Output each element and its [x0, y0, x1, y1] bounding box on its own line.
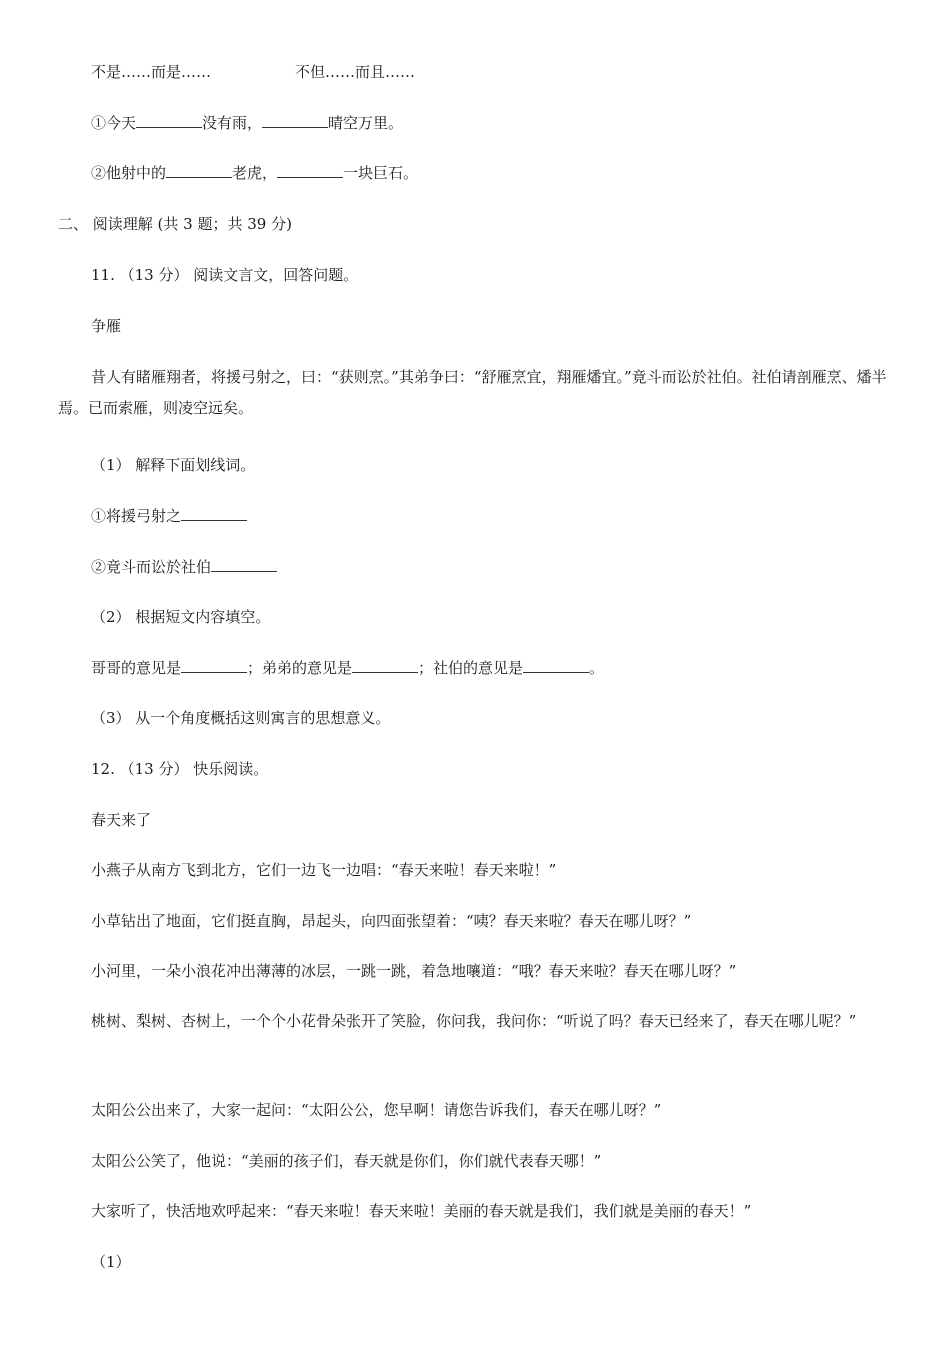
connector-b: 不但……而且……: [295, 63, 416, 81]
sub1-item-b-text: ②竟斗而讼於社伯: [91, 558, 212, 576]
sub2-fill-a: 哥哥的意见是: [91, 659, 182, 677]
fill1-pre: ①今天: [91, 114, 137, 132]
spring-paragraph-3: 小河里，一朵小浪花冲出薄薄的冰层，一跳一跳，着急地嚷道：“哦？春天来啦？春天在哪儿呀？”: [91, 962, 737, 980]
sub1-item-a-text: ①将援弓射之: [91, 507, 182, 525]
q11-sub2-fill: [91, 658, 604, 678]
q12-sub1-prompt: （1）: [91, 1253, 131, 1271]
answer-blank[interactable]: [523, 660, 589, 673]
answer-blank[interactable]: [136, 115, 202, 128]
answer-blank[interactable]: [166, 165, 232, 178]
q11-sub1-item-b: [91, 557, 277, 577]
spring-paragraph-7: 大家听了，快活地欢呼起来：“春天来啦！春天来啦！美丽的春天就是我们，我们就是美丽的春天！”: [91, 1202, 752, 1220]
spring-paragraph-2: 小草钻出了地面，它们挺直胸，昂起头，向四面张望着：“咦？春天来啦？春天在哪儿呀？”: [91, 912, 692, 930]
sub2-fill-d: 。: [589, 659, 605, 677]
question-12-header: 12. （13 分） 快乐阅读。: [91, 760, 269, 778]
answer-blank[interactable]: [277, 165, 343, 178]
passage-zhengyan: 昔人有睹雁翔者，将援弓射之，曰：“获则烹。”其弟争曰：“舒雁烹宜，翔雁燔宜。”竟斗而讼於社伯。社伯请剖雁烹、燔半焉。已而索雁，则凌空远矣。: [58, 368, 887, 417]
q11-sub1-item-a: [91, 506, 247, 526]
passage-title-spring: 春天来了: [91, 811, 152, 829]
answer-blank[interactable]: [262, 115, 328, 128]
spring-paragraph-6: 太阳公公笑了，他说：“美丽的孩子们，春天就是你们，你们就代表春天哪！”: [91, 1152, 602, 1170]
connector-a: 不是……而是……: [91, 63, 212, 81]
answer-blank[interactable]: [352, 660, 418, 673]
q11-sub2-prompt: （2） 根据短文内容填空。: [91, 608, 271, 626]
q11-sub1-prompt: （1） 解释下面划线词。: [91, 456, 256, 474]
fill1-mid: 没有雨，: [202, 114, 263, 132]
passage-title-zhengyan: 争雁: [91, 317, 122, 335]
q11-sub3-prompt: （3） 从一个角度概括这则寓言的思想意义。: [91, 709, 391, 727]
fill2-post: 一块巨石。: [343, 164, 419, 182]
spring-paragraph-1: 小燕子从南方飞到北方，它们一边飞一边唱：“春天来啦！春天来啦！”: [91, 861, 557, 879]
section-2-header: 二、 阅读理解 (共 3 题；共 39 分): [58, 215, 292, 233]
spring-paragraph-4: 桃树、梨树、杏树上，一个个小花骨朵张开了笑脸，你问我，我问你：“听说了吗？春天已经来了，春天在哪儿呢？”: [91, 1012, 857, 1030]
question-11-header: 11. （13 分） 阅读文言文，回答问题。: [91, 266, 359, 284]
sub2-fill-b: ；弟弟的意见是: [247, 659, 353, 677]
answer-blank[interactable]: [211, 559, 277, 572]
spring-paragraph-5: 太阳公公出来了，大家一起问：“太阳公公，您早啊！请您告诉我们，春天在哪儿呀？”: [91, 1101, 662, 1119]
fill-sentence-1: [91, 113, 403, 133]
sub2-fill-c: ；社伯的意见是: [418, 659, 524, 677]
answer-blank[interactable]: [181, 660, 247, 673]
fill2-pre: ②他射中的: [91, 164, 167, 182]
fill1-post: 晴空万里。: [328, 114, 404, 132]
answer-blank[interactable]: [181, 508, 247, 521]
fill2-mid: 老虎，: [232, 164, 278, 182]
connector-options: [91, 62, 415, 82]
fill-sentence-2: [91, 163, 418, 183]
